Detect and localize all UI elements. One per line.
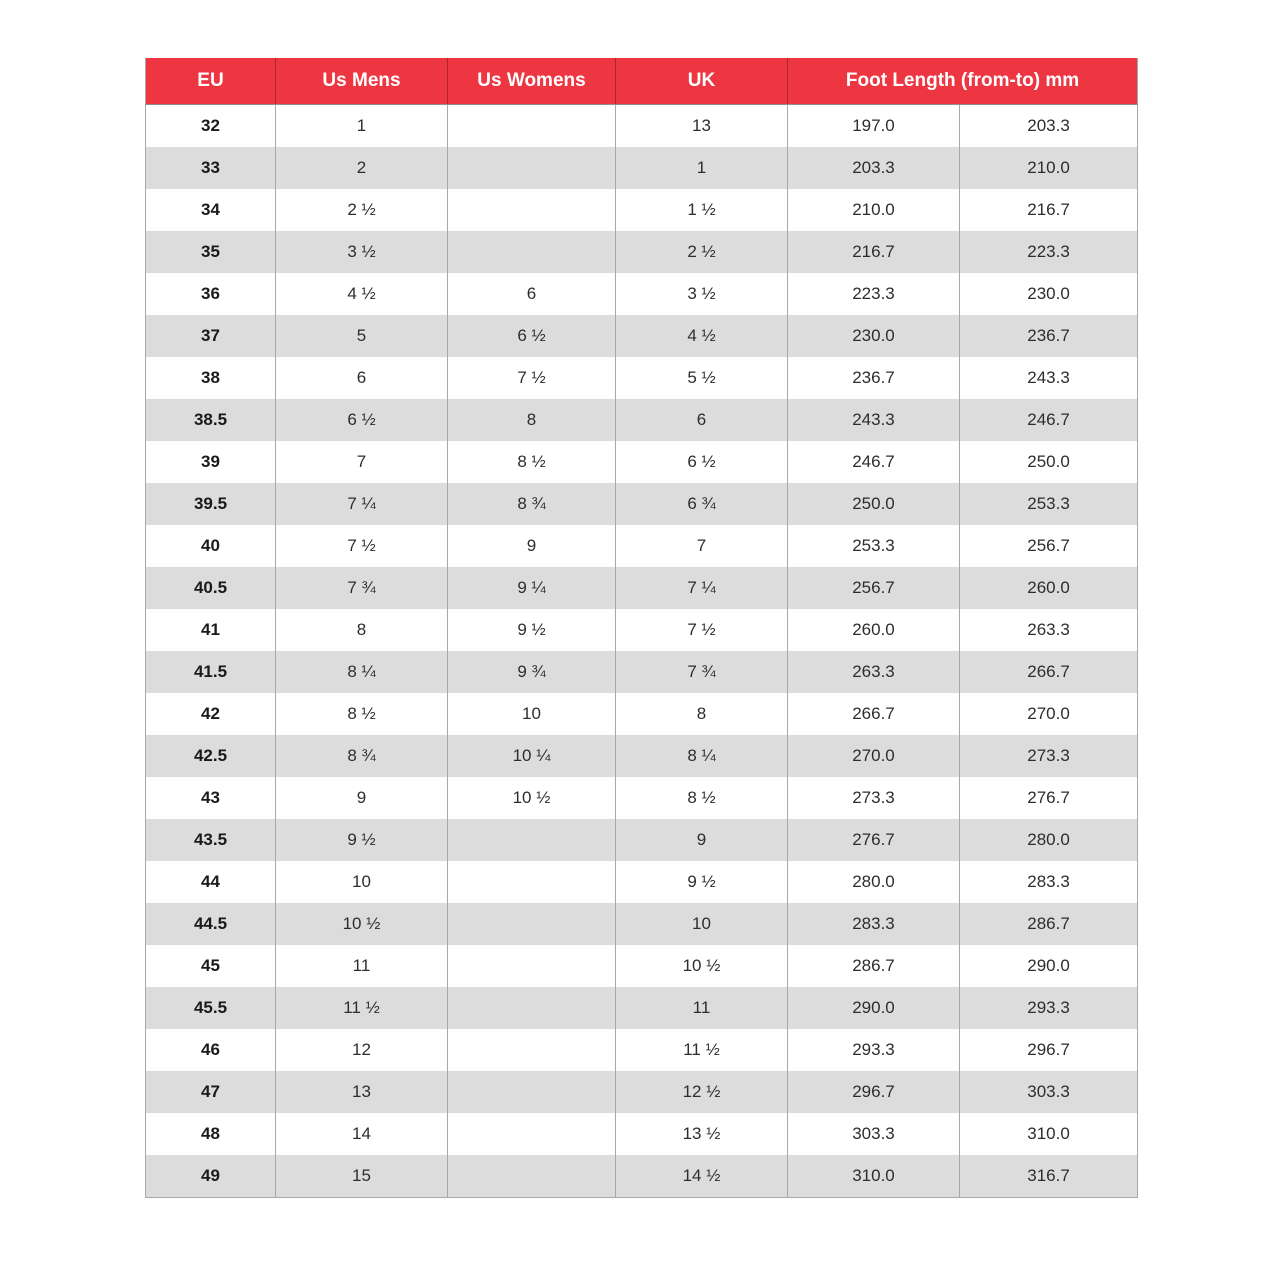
cell-us-womens bbox=[448, 147, 616, 189]
table-row bbox=[146, 903, 1138, 945]
cell-us-mens: 8 ½ bbox=[276, 693, 448, 735]
table-row bbox=[146, 483, 1138, 525]
cell-uk: 11 bbox=[616, 987, 788, 1029]
cell-foot-to: 236.7 bbox=[960, 315, 1138, 357]
cell-uk: 9 ½ bbox=[616, 861, 788, 903]
cell-eu: 46 bbox=[146, 1029, 276, 1071]
cell-foot-from: 273.3 bbox=[788, 777, 960, 819]
cell-foot-to: 296.7 bbox=[1027, 1040, 1070, 1059]
cell-foot-to: 293.3 bbox=[960, 987, 1138, 1029]
cell-uk: 10 ½ bbox=[616, 945, 788, 987]
cell-eu: 40.5 bbox=[146, 567, 276, 609]
header-us-mens: Us Mens bbox=[276, 58, 448, 105]
cell-eu: 35 bbox=[146, 231, 276, 273]
cell-foot-to: 250.0 bbox=[1027, 452, 1070, 471]
cell-foot-to: 210.0 bbox=[960, 147, 1138, 189]
cell-foot-to: 253.3 bbox=[960, 483, 1138, 525]
cell-uk: 13 bbox=[616, 105, 788, 148]
table-row bbox=[146, 861, 1138, 903]
cell-us-womens: 8 bbox=[448, 399, 616, 441]
cell-foot-to: 260.0 bbox=[960, 567, 1138, 609]
cell-us-womens: 9 ¾ bbox=[448, 651, 616, 693]
cell-uk: 1 bbox=[616, 147, 788, 189]
table-row bbox=[146, 1113, 1138, 1155]
cell-us-mens: 2 bbox=[276, 147, 448, 189]
cell-foot-to: 286.7 bbox=[960, 903, 1138, 945]
cell-us-mens: 2 ½ bbox=[276, 189, 448, 231]
table-header bbox=[146, 58, 1138, 105]
cell-eu: 41.5 bbox=[146, 651, 276, 693]
cell-us-mens: 4 ½ bbox=[276, 273, 448, 315]
cell-uk: 8 bbox=[616, 693, 788, 735]
cell-foot-to: 270.0 bbox=[1027, 704, 1070, 723]
header-row bbox=[146, 58, 1138, 105]
cell-foot-to: 273.3 bbox=[960, 735, 1138, 777]
table-row bbox=[146, 1071, 1138, 1113]
cell-us-mens: 7 bbox=[276, 441, 448, 483]
cell-foot-from: 283.3 bbox=[788, 903, 960, 945]
cell-uk: 2 ½ bbox=[616, 231, 788, 273]
cell-foot-from: 203.3 bbox=[788, 147, 960, 189]
cell-foot-from: 243.3 bbox=[788, 399, 960, 441]
cell-uk: 3 ½ bbox=[616, 273, 788, 315]
cell-eu: 36 bbox=[146, 273, 276, 315]
cell-us-womens: 9 ½ bbox=[448, 609, 616, 651]
cell-eu: 39.5 bbox=[146, 483, 276, 525]
cell-foot-from: 310.0 bbox=[788, 1155, 960, 1198]
cell-eu: 43.5 bbox=[146, 819, 276, 861]
table-row bbox=[146, 399, 1138, 441]
cell-uk: 6 ½ bbox=[616, 441, 788, 483]
cell-us-mens: 12 bbox=[276, 1029, 448, 1071]
cell-us-mens: 6 bbox=[276, 357, 448, 399]
cell-foot-to: 256.7 bbox=[1027, 536, 1070, 555]
cell-uk: 12 ½ bbox=[616, 1071, 788, 1113]
cell-uk: 7 ½ bbox=[616, 609, 788, 651]
table-row bbox=[146, 777, 1138, 819]
cell-foot-from: 256.7 bbox=[788, 567, 960, 609]
cell-uk: 1 ½ bbox=[616, 189, 788, 231]
cell-foot-from: 260.0 bbox=[788, 609, 960, 651]
table-row bbox=[146, 987, 1138, 1029]
table-row bbox=[146, 525, 1138, 567]
cell-us-womens bbox=[448, 819, 616, 861]
cell-foot-to: 216.7 bbox=[1027, 200, 1070, 219]
cell-foot-from: 230.0 bbox=[788, 315, 960, 357]
cell-foot-from: 197.0 bbox=[788, 105, 960, 148]
cell-us-mens: 7 ¾ bbox=[276, 567, 448, 609]
cell-us-womens bbox=[448, 903, 616, 945]
cell-foot-from: 250.0 bbox=[788, 483, 960, 525]
header-foot-length: Foot Length (from-to) mm bbox=[788, 58, 1138, 105]
cell-foot-from: 266.7 bbox=[788, 693, 960, 735]
cell-us-mens: 8 bbox=[276, 609, 448, 651]
cell-eu: 45 bbox=[146, 945, 276, 987]
cell-us-mens: 11 ½ bbox=[276, 987, 448, 1029]
cell-us-womens bbox=[448, 1029, 616, 1071]
header-uk: UK bbox=[616, 58, 788, 105]
table-row bbox=[146, 651, 1138, 693]
cell-eu: 41 bbox=[146, 609, 276, 651]
cell-foot-to: 266.7 bbox=[960, 651, 1138, 693]
cell-eu: 44 bbox=[146, 861, 276, 903]
cell-us-mens: 1 bbox=[276, 105, 448, 148]
cell-eu: 42 bbox=[146, 693, 276, 735]
cell-uk: 4 ½ bbox=[616, 315, 788, 357]
cell-us-womens bbox=[448, 231, 616, 273]
cell-foot-from: 280.0 bbox=[788, 861, 960, 903]
cell-foot-to: 243.3 bbox=[1027, 368, 1070, 387]
cell-us-womens: 9 bbox=[448, 525, 616, 567]
cell-foot-to: 276.7 bbox=[1027, 788, 1070, 807]
size-table-body bbox=[146, 105, 1138, 1198]
table-row bbox=[146, 609, 1138, 651]
cell-us-womens: 7 ½ bbox=[448, 357, 616, 399]
cell-foot-from: 270.0 bbox=[788, 735, 960, 777]
cell-us-mens: 9 ½ bbox=[276, 819, 448, 861]
cell-uk: 8 ½ bbox=[616, 777, 788, 819]
table-row bbox=[146, 567, 1138, 609]
cell-eu: 38.5 bbox=[146, 399, 276, 441]
cell-eu: 37 bbox=[146, 315, 276, 357]
cell-foot-from: 263.3 bbox=[788, 651, 960, 693]
cell-uk: 7 ¾ bbox=[616, 651, 788, 693]
cell-uk: 11 ½ bbox=[616, 1029, 788, 1071]
cell-uk: 9 bbox=[616, 819, 788, 861]
cell-foot-from: 296.7 bbox=[788, 1071, 960, 1113]
cell-eu: 43 bbox=[146, 777, 276, 819]
cell-foot-from: 253.3 bbox=[788, 525, 960, 567]
cell-us-mens: 8 ¾ bbox=[276, 735, 448, 777]
cell-foot-from: 290.0 bbox=[788, 987, 960, 1029]
cell-foot-from: 303.3 bbox=[788, 1113, 960, 1155]
table-row bbox=[146, 231, 1138, 273]
cell-eu: 38 bbox=[146, 357, 276, 399]
cell-eu: 42.5 bbox=[146, 735, 276, 777]
cell-uk: 5 ½ bbox=[616, 357, 788, 399]
cell-foot-to: 246.7 bbox=[960, 399, 1138, 441]
cell-us-mens: 14 bbox=[276, 1113, 448, 1155]
cell-us-mens: 9 bbox=[276, 777, 448, 819]
cell-us-womens bbox=[448, 189, 616, 231]
table-row bbox=[146, 945, 1138, 987]
header-us-womens: Us Womens bbox=[448, 58, 616, 105]
cell-us-womens bbox=[448, 861, 616, 903]
cell-us-womens: 10 bbox=[448, 693, 616, 735]
table-row bbox=[146, 1155, 1138, 1198]
table-row bbox=[146, 273, 1138, 315]
cell-foot-from: 236.7 bbox=[788, 357, 960, 399]
cell-foot-to: 310.0 bbox=[1027, 1124, 1070, 1143]
cell-us-womens bbox=[448, 945, 616, 987]
cell-foot-to: 203.3 bbox=[1027, 116, 1070, 135]
cell-uk: 7 bbox=[616, 525, 788, 567]
table-row bbox=[146, 735, 1138, 777]
cell-eu: 40 bbox=[146, 525, 276, 567]
cell-foot-to: 283.3 bbox=[1027, 872, 1070, 891]
cell-foot-from: 276.7 bbox=[788, 819, 960, 861]
cell-us-mens: 3 ½ bbox=[276, 231, 448, 273]
cell-uk: 6 ¾ bbox=[616, 483, 788, 525]
cell-eu: 39 bbox=[146, 441, 276, 483]
cell-us-mens: 8 ¼ bbox=[276, 651, 448, 693]
cell-us-mens: 10 bbox=[276, 861, 448, 903]
cell-foot-from: 246.7 bbox=[788, 441, 960, 483]
cell-foot-from: 223.3 bbox=[788, 273, 960, 315]
cell-foot-from: 216.7 bbox=[788, 231, 960, 273]
cell-us-womens bbox=[448, 1155, 616, 1198]
cell-us-mens: 5 bbox=[276, 315, 448, 357]
cell-us-mens: 7 ¼ bbox=[276, 483, 448, 525]
table-row bbox=[146, 357, 1138, 399]
table-row bbox=[146, 315, 1138, 357]
cell-uk: 6 bbox=[616, 399, 788, 441]
cell-us-womens: 8 ¾ bbox=[448, 483, 616, 525]
cell-us-mens: 13 bbox=[276, 1071, 448, 1113]
cell-eu: 49 bbox=[146, 1155, 276, 1198]
header-eu: EU bbox=[146, 58, 276, 105]
cell-us-mens: 15 bbox=[276, 1155, 448, 1198]
table-row bbox=[146, 147, 1138, 189]
cell-us-womens bbox=[448, 105, 616, 148]
cell-eu: 34 bbox=[146, 189, 276, 231]
cell-us-womens: 6 ½ bbox=[448, 315, 616, 357]
table-row bbox=[146, 1029, 1138, 1071]
cell-foot-from: 210.0 bbox=[788, 189, 960, 231]
table-row bbox=[146, 105, 1138, 148]
cell-us-womens: 10 ½ bbox=[448, 777, 616, 819]
cell-us-mens: 6 ½ bbox=[276, 399, 448, 441]
cell-eu: 33 bbox=[146, 147, 276, 189]
cell-foot-to: 263.3 bbox=[1027, 620, 1070, 639]
cell-foot-to: 223.3 bbox=[960, 231, 1138, 273]
cell-uk: 10 bbox=[616, 903, 788, 945]
cell-uk: 14 ½ bbox=[616, 1155, 788, 1198]
cell-us-womens: 10 ¼ bbox=[448, 735, 616, 777]
cell-eu: 45.5 bbox=[146, 987, 276, 1029]
cell-foot-to: 280.0 bbox=[960, 819, 1138, 861]
cell-us-womens bbox=[448, 1113, 616, 1155]
cell-eu: 32 bbox=[146, 105, 276, 148]
cell-eu: 44.5 bbox=[146, 903, 276, 945]
table-row bbox=[146, 441, 1138, 483]
cell-uk: 8 ¼ bbox=[616, 735, 788, 777]
cell-us-womens bbox=[448, 987, 616, 1029]
shoe-size-conversion-table bbox=[145, 58, 1138, 1198]
cell-us-womens: 6 bbox=[448, 273, 616, 315]
cell-us-womens: 8 ½ bbox=[448, 441, 616, 483]
table-row bbox=[146, 189, 1138, 231]
cell-us-mens: 11 bbox=[276, 945, 448, 987]
cell-eu: 48 bbox=[146, 1113, 276, 1155]
table-row bbox=[146, 693, 1138, 735]
cell-uk: 7 ¼ bbox=[616, 567, 788, 609]
cell-us-mens: 7 ½ bbox=[276, 525, 448, 567]
cell-us-womens bbox=[448, 1071, 616, 1113]
cell-foot-from: 286.7 bbox=[788, 945, 960, 987]
cell-uk: 13 ½ bbox=[616, 1113, 788, 1155]
cell-foot-to: 230.0 bbox=[1027, 284, 1070, 303]
table-row bbox=[146, 819, 1138, 861]
cell-foot-to: 316.7 bbox=[960, 1155, 1138, 1198]
cell-eu: 47 bbox=[146, 1071, 276, 1113]
cell-foot-to: 303.3 bbox=[960, 1071, 1138, 1113]
cell-foot-to: 290.0 bbox=[1027, 956, 1070, 975]
cell-us-womens: 9 ¼ bbox=[448, 567, 616, 609]
cell-foot-from: 293.3 bbox=[788, 1029, 960, 1071]
cell-us-mens: 10 ½ bbox=[276, 903, 448, 945]
